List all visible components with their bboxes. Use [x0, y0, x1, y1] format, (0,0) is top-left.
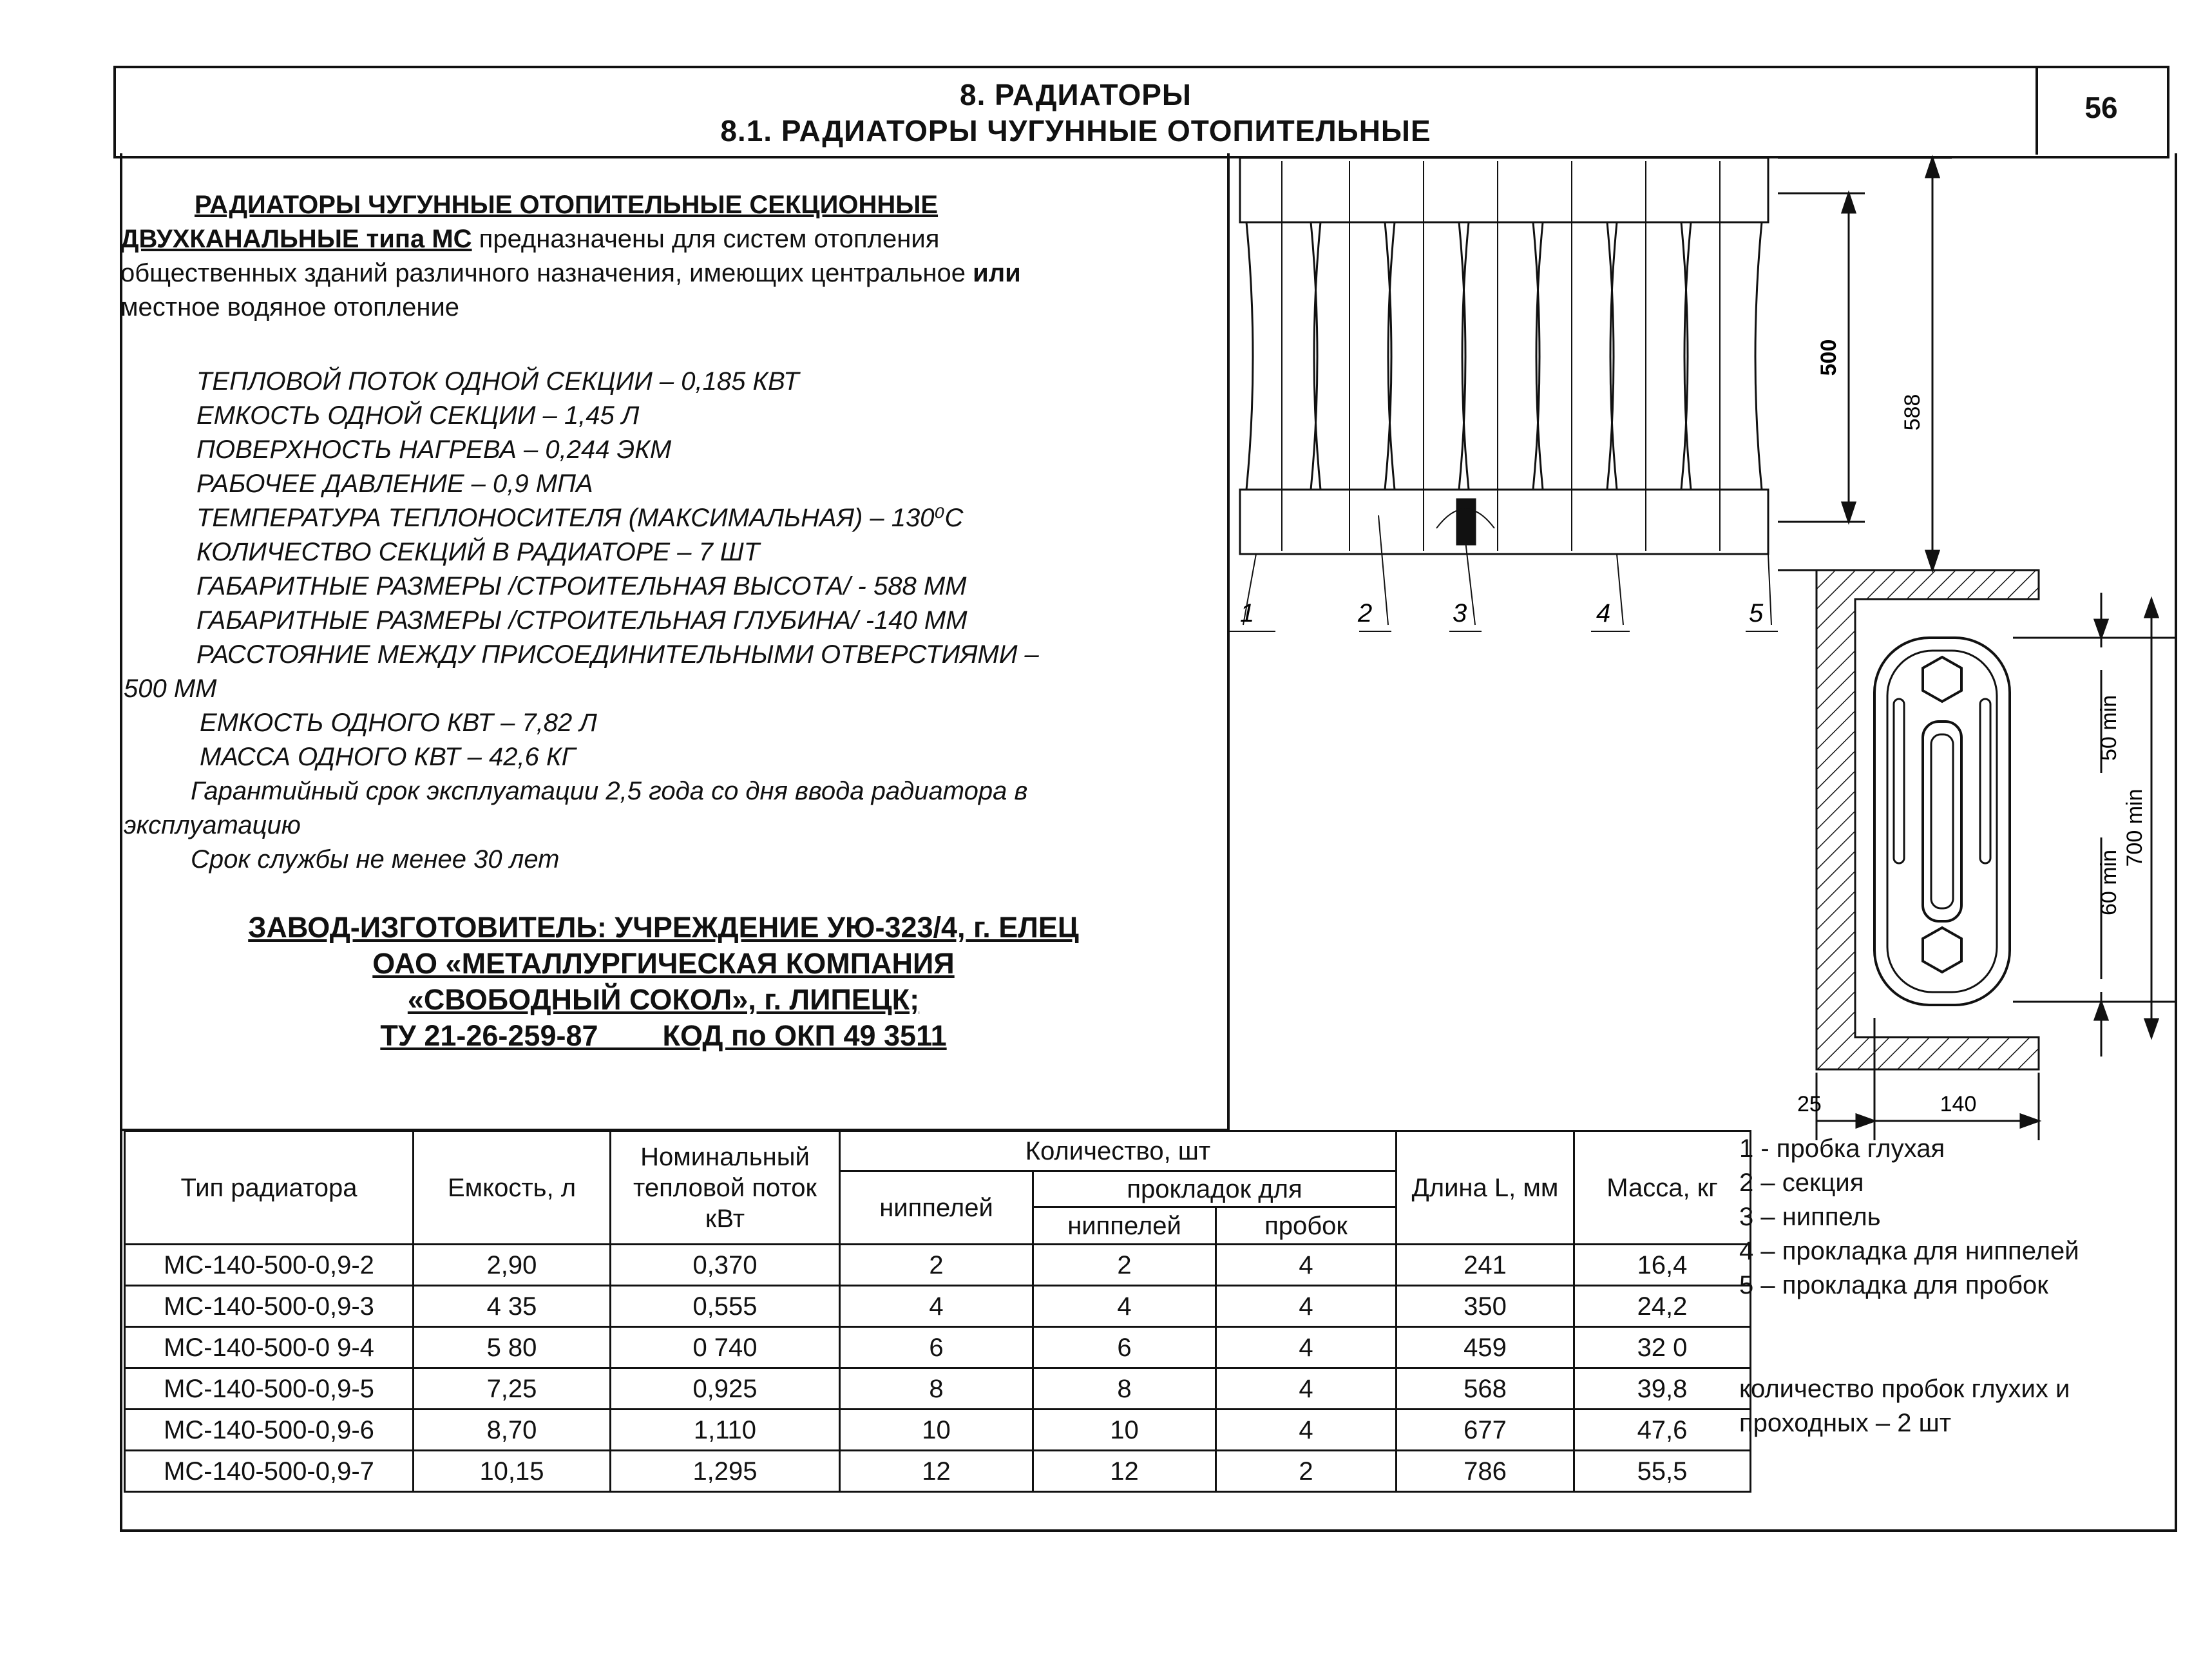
spec-mass-per-kw: МАССА ОДНОГО КВТ – 42,6 КГ [200, 743, 576, 771]
spec-temperature: ТЕМПЕРАТУРА ТЕПЛОНОСИТЕЛЯ (МАКСИМАЛЬНАЯ) – 130⁰С [196, 504, 964, 532]
col-header-heat-flow: Номинальный тепловой поток кВт [611, 1131, 840, 1245]
spec-capacity: ЕМКОСТЬ ОДНОЙ СЕКЦИИ – 1,45 Л [196, 401, 640, 430]
spec-distance-value: 500 ММ [124, 674, 217, 703]
dim-60min: 60 min [2097, 849, 2121, 916]
cell-heat-flow: 1,295 [611, 1451, 840, 1492]
cell-gasket-nipples: 10 [1033, 1410, 1216, 1451]
intro-text-line2: общественных зданий различного назначения, имеющих центральное [120, 259, 973, 287]
table-row [125, 1410, 1751, 1451]
intro-text-line2-bold: или [973, 259, 1021, 287]
cell-mass: 24,2 [1574, 1286, 1751, 1327]
cell-type: МС-140-500-0,9-7 [125, 1451, 414, 1492]
cell-gasket-plugs: 2 [1216, 1451, 1397, 1492]
cell-mass: 16,4 [1574, 1245, 1751, 1286]
cell-nipples: 12 [840, 1451, 1033, 1492]
dim-700min: 700 min [2122, 789, 2147, 867]
spec-surface: ПОВЕРХНОСТЬ НАГРЕВА – 0,244 ЭКМ [196, 435, 672, 464]
intro-title-line2: ДВУХКАНАЛЬНЫЕ типа МС [120, 225, 472, 253]
cell-nipples: 2 [840, 1245, 1033, 1286]
col-header-capacity: Емкость, л [414, 1131, 611, 1245]
table-row [125, 1286, 1751, 1327]
callout-3: 3 [1453, 599, 1467, 627]
manufacturer-line4: ТУ 21-26-259-87 КОД по ОКП 49 3511 [380, 1019, 947, 1052]
table-row [125, 1368, 1751, 1410]
cell-type: МС-140-500-0 9-4 [125, 1327, 414, 1368]
legend-note-line2: проходных – 2 шт [1739, 1409, 1952, 1437]
section-title: 8. РАДИАТОРЫ [960, 78, 1192, 111]
cell-gasket-nipples: 12 [1033, 1451, 1216, 1492]
legend-item-4: 4 – прокладка для ниппелей [1739, 1237, 2079, 1265]
cell-heat-flow: 0,370 [611, 1245, 840, 1286]
spec-warranty: Гарантийный срок эксплуатации 2,5 года со дня ввода радиатора в [191, 777, 1028, 805]
spec-sections: КОЛИЧЕСТВО СЕКЦИЙ В РАДИАТОРЕ – 7 ШТ [196, 538, 760, 566]
cell-gasket-nipples: 6 [1033, 1327, 1216, 1368]
manufacturer-line1: ЗАВОД-ИЗГОТОВИТЕЛЬ: УЧРЕЖДЕНИЕ УЮ-323/4, г. ЕЛЕЦ [248, 911, 1079, 944]
subsection-title: 8.1. РАДИАТОРЫ ЧУГУННЫЕ ОТОПИТЕЛЬНЫЕ [720, 114, 1431, 148]
callout-4: 4 [1596, 599, 1611, 627]
manufacturer-line3: «СВОБОДНЫЙ СОКОЛ», г. ЛИПЕЦК; [407, 983, 920, 1016]
cell-nipples: 4 [840, 1286, 1033, 1327]
table-row [125, 1451, 1751, 1492]
cell-length: 568 [1397, 1368, 1574, 1410]
intro-text-line3: местное водяное отопление [120, 293, 460, 321]
cell-capacity: 2,90 [414, 1245, 611, 1286]
cell-mass: 39,8 [1574, 1368, 1751, 1410]
spec-pressure: РАБОЧЕЕ ДАВЛЕНИЕ – 0,9 МПА [196, 470, 593, 498]
table-row [125, 1245, 1751, 1286]
cell-heat-flow: 0,925 [611, 1368, 840, 1410]
col-header-gasket-plugs: пробок [1216, 1207, 1397, 1245]
spec-distance: РАССТОЯНИЕ МЕЖДУ ПРИСОЕДИНИТЕЛЬНЫМИ ОТВЕРСТИЯМИ – [196, 640, 1039, 669]
intro-title-line1: РАДИАТОРЫ ЧУГУННЫЕ ОТОПИТЕЛЬНЫЕ СЕКЦИОННЫЕ [195, 191, 939, 219]
legend-item-1: 1 - пробка глухая [1739, 1134, 1945, 1163]
cell-length: 241 [1397, 1245, 1574, 1286]
dim-25: 25 [1797, 1092, 1822, 1116]
legend-item-3: 3 – ниппель [1739, 1203, 1881, 1231]
cell-nipples: 6 [840, 1327, 1033, 1368]
spec-service-life: Срок службы не менее 30 лет [191, 845, 560, 874]
radiator-front-view [1240, 158, 1768, 554]
spec-heat-flow: ТЕПЛОВОЙ ПОТОК ОДНОЙ СЕКЦИИ – 0,185 КВТ [196, 367, 799, 396]
cell-gasket-plugs: 4 [1216, 1410, 1397, 1451]
dim-500: 500 [1816, 339, 1841, 376]
col-header-gaskets-for: прокладок для [1033, 1171, 1397, 1207]
col-header-type: Тип радиатора [125, 1131, 414, 1245]
callout-5: 5 [1749, 599, 1764, 627]
legend-item-5: 5 – прокладка для пробок [1739, 1271, 2048, 1299]
col-header-mass: Масса, кг [1574, 1131, 1751, 1245]
spec-depth: ГАБАРИТНЫЕ РАЗМЕРЫ /СТРОИТЕЛЬНАЯ ГЛУБИНА/ -140 ММ [196, 606, 968, 635]
cell-gasket-nipples: 8 [1033, 1368, 1216, 1410]
dim-50min: 50 min [2097, 694, 2121, 761]
cell-length: 677 [1397, 1410, 1574, 1451]
dimension-lines-height [1778, 158, 1952, 570]
callout-leaders [1229, 515, 1778, 631]
radiator-table [124, 1130, 1751, 1493]
cell-mass: 55,5 [1574, 1451, 1751, 1492]
spec-warranty-cont: эксплуатацию [124, 811, 301, 839]
cell-nipples: 8 [840, 1368, 1033, 1410]
cell-heat-flow: 0 740 [611, 1327, 840, 1368]
cell-capacity: 5 80 [414, 1327, 611, 1368]
col-header-gasket-nipples: ниппелей [1033, 1207, 1216, 1245]
cell-length: 350 [1397, 1286, 1574, 1327]
manufacturer-line2: ОАО «МЕТАЛЛУРГИЧЕСКАЯ КОМПАНИЯ [372, 947, 955, 980]
cell-type: МС-140-500-0,9-6 [125, 1410, 414, 1451]
cell-heat-flow: 0,555 [611, 1286, 840, 1327]
cell-heat-flow: 1,110 [611, 1410, 840, 1451]
legend-item-2: 2 – секция [1739, 1169, 1864, 1197]
page-number: 56 [2084, 91, 2118, 124]
spec-capacity-per-kw: ЕМКОСТЬ ОДНОГО КВТ – 7,82 Л [200, 709, 597, 737]
cell-gasket-plugs: 4 [1216, 1368, 1397, 1410]
cell-gasket-plugs: 4 [1216, 1286, 1397, 1327]
radiator-section-view [1816, 570, 2039, 1069]
cell-gasket-nipples: 2 [1033, 1245, 1216, 1286]
cell-nipples: 10 [840, 1410, 1033, 1451]
cell-type: МС-140-500-0,9-5 [125, 1368, 414, 1410]
cell-mass: 32 0 [1574, 1327, 1751, 1368]
cell-type: МС-140-500-0,9-2 [125, 1245, 414, 1286]
cell-capacity: 4 35 [414, 1286, 611, 1327]
cell-mass: 47,6 [1574, 1410, 1751, 1451]
col-header-length: Длина L, мм [1397, 1131, 1574, 1245]
cell-gasket-plugs: 4 [1216, 1245, 1397, 1286]
legend-note-line1: количество пробок глухих и [1739, 1375, 2070, 1403]
callout-2: 2 [1358, 599, 1373, 627]
cell-gasket-plugs: 4 [1216, 1327, 1397, 1368]
col-header-quantity: Количество, шт [840, 1131, 1397, 1171]
intro-text-line1: предназначены для систем отопления [472, 225, 940, 253]
col-header-nipples: ниппелей [840, 1171, 1033, 1245]
dim-588: 588 [1900, 394, 1925, 431]
spec-height: ГАБАРИТНЫЕ РАЗМЕРЫ /СТРОИТЕЛЬНАЯ ВЫСОТА/ - 588 ММ [196, 572, 967, 600]
cell-length: 459 [1397, 1327, 1574, 1368]
cell-capacity: 7,25 [414, 1368, 611, 1410]
callout-1: 1 [1240, 599, 1255, 627]
cell-capacity: 8,70 [414, 1410, 611, 1451]
dim-140: 140 [1940, 1092, 1977, 1116]
cell-capacity: 10,15 [414, 1451, 611, 1492]
cell-gasket-nipples: 4 [1033, 1286, 1216, 1327]
cell-length: 786 [1397, 1451, 1574, 1492]
table-row [125, 1327, 1751, 1368]
cell-type: МС-140-500-0,9-3 [125, 1286, 414, 1327]
